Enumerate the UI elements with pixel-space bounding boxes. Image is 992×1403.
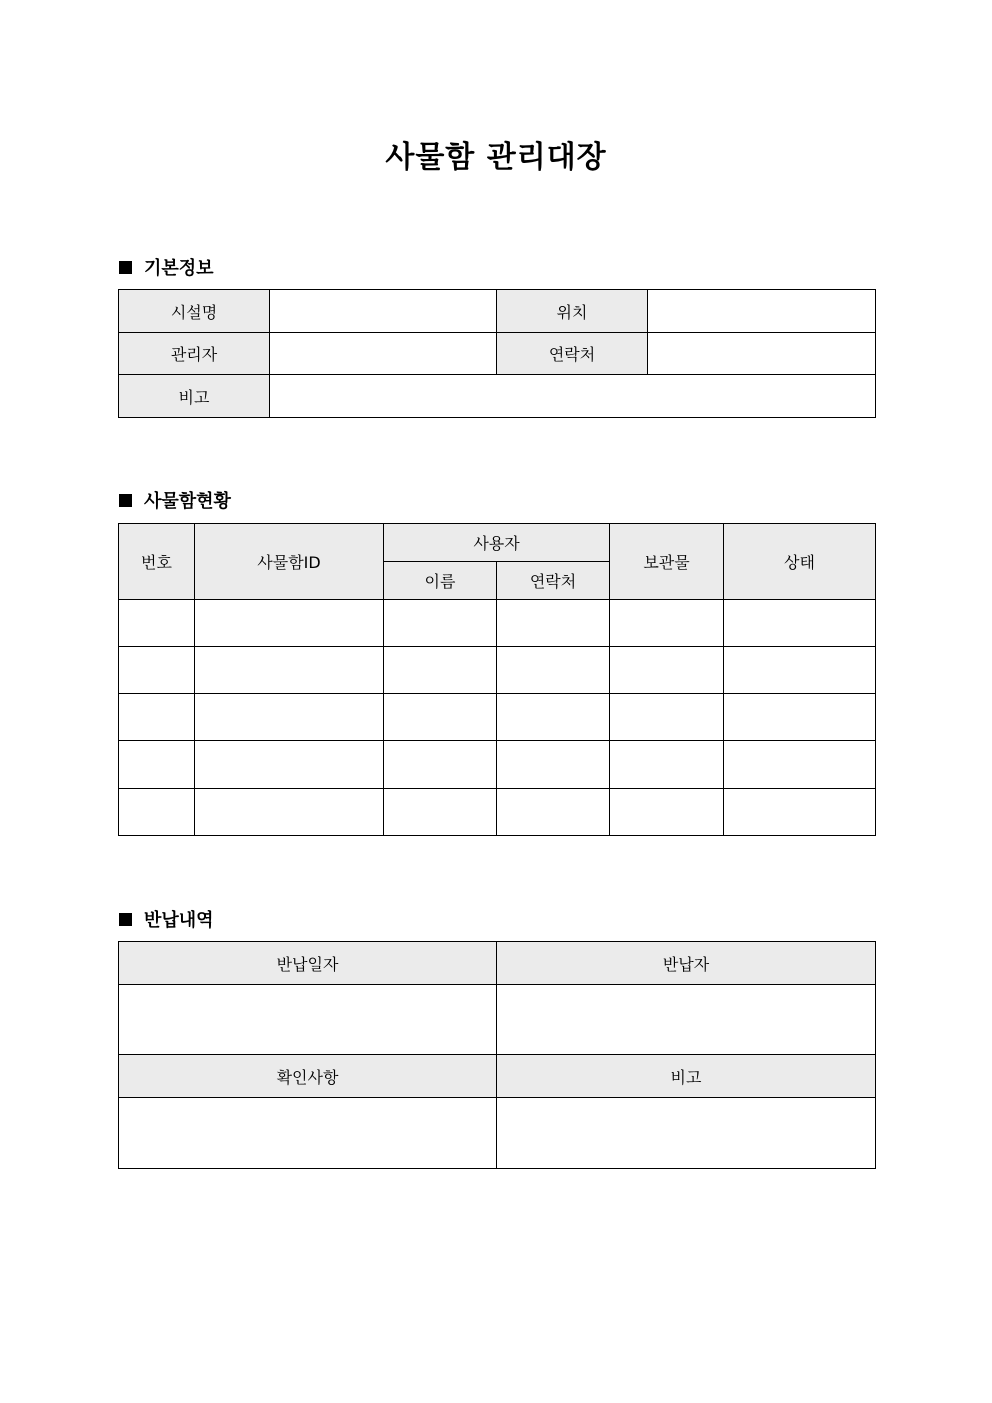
table-cell[interactable] [119, 741, 195, 789]
return-remarks-label: 비고 [497, 1055, 876, 1098]
black-square-icon [119, 494, 132, 507]
basic-info-table [118, 289, 876, 418]
col-header-user-contact: 연락처 [497, 562, 610, 600]
facility-name-label: 시설명 [119, 290, 270, 333]
table-cell[interactable] [497, 789, 610, 836]
location-label: 위치 [497, 290, 648, 333]
table-cell[interactable] [724, 789, 876, 836]
locker-status-heading [119, 487, 231, 513]
table-cell[interactable] [610, 694, 724, 741]
location-field[interactable] [648, 290, 876, 333]
table-cell[interactable] [384, 694, 497, 741]
basic-info-heading [119, 254, 214, 280]
col-header-locker-id: 사물함ID [195, 524, 384, 600]
contact-field[interactable] [648, 333, 876, 375]
table-cell[interactable] [610, 741, 724, 789]
table-cell[interactable] [195, 694, 384, 741]
table-cell[interactable] [195, 741, 384, 789]
table-cell[interactable] [610, 789, 724, 836]
return-date-label: 반납일자 [119, 942, 497, 985]
returner-field[interactable] [497, 985, 876, 1055]
document-title: 사물함 관리대장 [385, 140, 607, 175]
manager-field[interactable] [270, 333, 497, 375]
return-remarks-field[interactable] [497, 1098, 876, 1169]
locker-status-heading-label: 사물함현황 [144, 491, 231, 512]
table-row [119, 694, 876, 741]
table-cell[interactable] [497, 600, 610, 647]
checklist-field[interactable] [119, 1098, 497, 1169]
remarks-label: 비고 [119, 375, 270, 418]
return-history-heading-label: 반납내역 [144, 910, 214, 931]
return-history-table [118, 941, 876, 1169]
table-cell[interactable] [384, 741, 497, 789]
table-cell[interactable] [724, 647, 876, 694]
table-cell[interactable] [119, 694, 195, 741]
table-cell[interactable] [195, 789, 384, 836]
col-header-number: 번호 [119, 524, 195, 600]
table-cell[interactable] [497, 647, 610, 694]
table-cell[interactable] [497, 741, 610, 789]
table-cell[interactable] [384, 789, 497, 836]
black-square-icon [119, 913, 132, 926]
basic-info-heading-label: 기본정보 [144, 258, 214, 279]
table-row [119, 600, 876, 647]
col-header-user: 사용자 [384, 524, 610, 562]
remarks-field[interactable] [270, 375, 876, 418]
col-header-user-name: 이름 [384, 562, 497, 600]
table-cell[interactable] [195, 647, 384, 694]
col-header-stored-items: 보관물 [610, 524, 724, 600]
table-cell[interactable] [195, 600, 384, 647]
returner-label: 반납자 [497, 942, 876, 985]
table-row [119, 647, 876, 694]
table-cell[interactable] [119, 600, 195, 647]
table-cell[interactable] [610, 600, 724, 647]
table-row [119, 741, 876, 789]
table-cell[interactable] [384, 600, 497, 647]
table-cell[interactable] [119, 647, 195, 694]
table-cell[interactable] [119, 789, 195, 836]
table-cell[interactable] [610, 647, 724, 694]
col-header-status: 상태 [724, 524, 876, 600]
table-cell[interactable] [724, 694, 876, 741]
checklist-label: 확인사항 [119, 1055, 497, 1098]
table-cell[interactable] [724, 741, 876, 789]
black-square-icon [119, 261, 132, 274]
contact-label: 연락처 [497, 333, 648, 375]
return-date-field[interactable] [119, 985, 497, 1055]
locker-status-table [118, 523, 876, 836]
table-row [119, 789, 876, 836]
table-cell[interactable] [724, 600, 876, 647]
return-history-heading [119, 906, 214, 932]
table-cell[interactable] [384, 647, 497, 694]
manager-label: 관리자 [119, 333, 270, 375]
facility-name-field[interactable] [270, 290, 497, 333]
table-cell[interactable] [497, 694, 610, 741]
